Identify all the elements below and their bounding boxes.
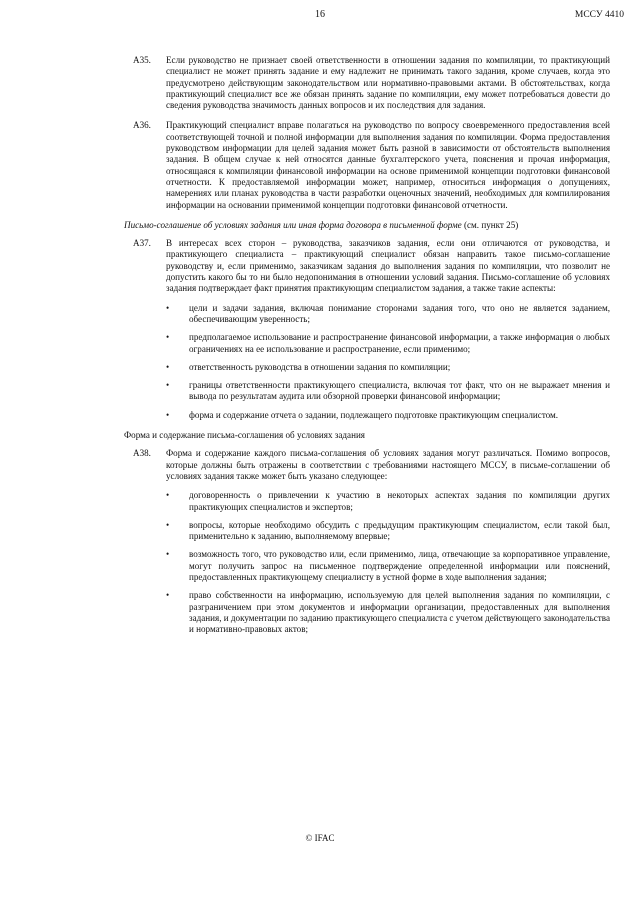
standard-code: МССУ 4410: [574, 10, 624, 20]
paragraph-text: Практикующий специалист вправе полагаться на руководство по вопросу своевременного предоставления всей соответствующей точной и полной информации для выполнения задания по компиляции. Форма предоставления руководством информации для целей задания может быть разной в зависимости от обстоятельств выполнения задания. В общем случае к ней относятся данные бухгалтерского учета, пояснения и прочая информация, относящаяся к компиляции финансовой информации на основе применимой концепции подготовки финансовой отчетности. К предоставляемой информации может, например, относиться информация о допущениях, намерениях или планах руководства в части разработки оценочных значений, необходимых для компилирования информации на основании применимой концепции подготовки финансовой отчетности.: [166, 120, 610, 210]
heading-reference: (см. пункт 25): [461, 219, 519, 230]
page-number: 16: [315, 9, 325, 20]
list-item: • ответственность руководства в отношении задания по компиляции;: [166, 361, 451, 372]
heading-text: Письмо-соглашение об условиях задания или иная форма договора в письменной форме: [124, 219, 462, 230]
paragraph-number: A38.: [133, 448, 151, 459]
paragraph-a38: [124, 448, 610, 635]
paragraph-a37: [124, 238, 610, 421]
list-item: • форма и содержание отчета о задании, подлежащего подготовке практикующим специалистом.: [166, 409, 559, 420]
paragraph-number: A35.: [133, 55, 151, 65]
list-item: • возможность того, что руководство или, если применимо, лица, отвечающие за корпоративное управление, могут получить запрос на письменное подтверждение определенной информации или пояснений, предоставленных практикующему специалисту в устной форме в ходе выполнения задания;: [166, 549, 610, 582]
list-item: • цели и задачи задания, включая понимание сторонами задания того, что оно не является заданием, обеспечивающим уверенность;: [166, 302, 610, 324]
bullet-icon: •: [166, 302, 170, 313]
bullet-icon: •: [166, 409, 170, 420]
bullet-icon: •: [166, 361, 170, 372]
paragraph-a36: [124, 120, 610, 210]
paragraph-text: Форма и содержание каждого письма-соглашения об условиях задания могут различаться. Помимо вопросов, которые должны быть отражены в соответствии с требованиями настоящего МССУ, в письме-соглашении об условиях задания также может быть указано следующее:: [166, 448, 610, 481]
bullet-icon: •: [166, 332, 170, 343]
list-item: • предполагаемое использование и распространение финансовой информации, а также информация о любых ограничениях на ее использование и распространение, если применимо;: [166, 332, 610, 354]
paragraph-number: A37.: [133, 238, 151, 249]
list-item: • вопросы, которые необходимо обсудить с предыдущим практикующим специалистом, если такой был, применительно к заданию, выполняемому впервые;: [166, 519, 610, 542]
bullet-list: [166, 490, 610, 635]
paragraph-text: Если руководство не признает своей ответственности в отношении задания по компиляции, то практикующий специалист не может принять задание и ему надлежит не принимать такого задания, кроме случаев, когда это предусмотрено действующим законодательством или нормативно-правовыми актами. В обстоятельствах, когда практикующий специалист все же обязан принять задание по компиляции, ему может потребоваться довести до сведения руководства значимость данных вопросов и их последствия для задания.: [166, 55, 610, 111]
paragraph-number: A36.: [133, 120, 151, 131]
bullet-list: [166, 303, 610, 421]
paragraph-text: В интересах всех сторон – руководства, заказчиков задания, если они отличаются от руководства, и практикующего специалиста – практикующий специалист обязан направить такое письмо-соглашение руководству и, если применимо, заказчикам задания до выполнения задания по компиляции, что позволит не допустить какого бы то ни было недопонимания в отношении условий задания. Письмо-соглашение об условиях задания подтверждает факт принятия практикующим специалистом задания, а также такие аспекты:: [166, 238, 610, 294]
bullet-icon: •: [166, 549, 170, 560]
bullet-icon: •: [166, 519, 170, 530]
bullet-icon: •: [166, 590, 170, 601]
section-heading-engagement-letter: [124, 220, 610, 231]
bullet-icon: •: [166, 490, 170, 501]
paragraph-a35: [124, 55, 610, 111]
list-item: • право собственности на информацию, используемую для целей выполнения задания по компиляции, с разграничением при этом документов и информации организации, предоставленных для выполнения задания, и документации по заданию практикующего специалиста с учетом действующего законодательства и нормативно-правовых актов;: [166, 590, 610, 635]
section-heading-form-content: Форма и содержание письма-соглашения об условиях задания: [124, 430, 365, 441]
list-item: • договоренность о привлечении к участию в некоторых аспектах задания по компиляции других практикующих специалистов и экспертов;: [166, 490, 610, 512]
list-item: • границы ответственности практикующего специалиста, включая тот факт, что он не выражает мнения и вывода по результатам аудита или обзорной проверки финансовой информации;: [166, 380, 610, 402]
bullet-icon: •: [166, 380, 170, 391]
document-body: [124, 55, 610, 644]
copyright-footer: © IFAC: [305, 833, 335, 843]
